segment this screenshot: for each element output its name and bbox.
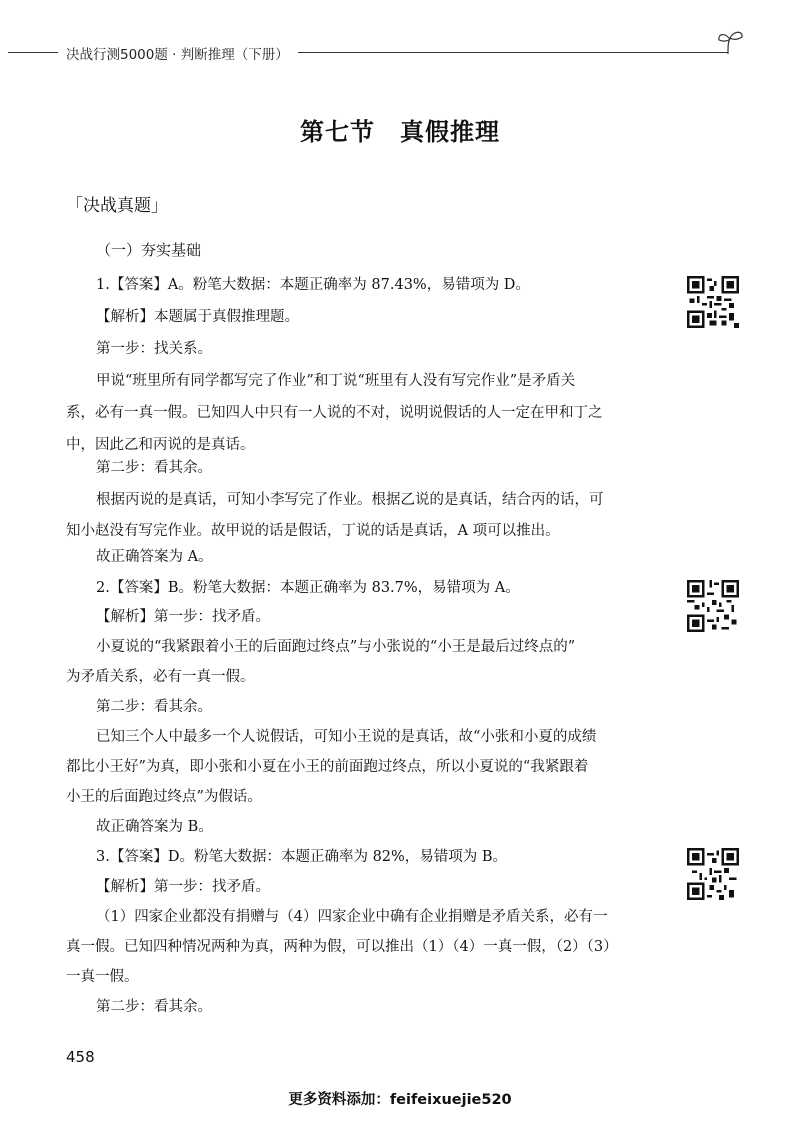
paragraph-line: 已知三个人中最多一个人说假话，可知小王说的是真话，故“小张和小夏的成绩 xyxy=(96,729,597,745)
paragraph-line: （1）四家企业都没有捐赠与（4）四家企业中确有企业捐赠是矛盾关系，必有一 xyxy=(96,909,608,925)
header-title: 决战行测5000题 · 判断推理（下册） xyxy=(66,47,289,63)
paragraph-line: 真一假。已知四种情况两种为真，两种为假，可以推出（1）（4）一真一假，（2）（3） xyxy=(66,939,618,955)
header-rule-right xyxy=(298,52,728,53)
step-2-2: 第二步：看其余。 xyxy=(96,699,212,715)
footer-contact: feifeixuejie520 xyxy=(389,1092,512,1108)
paragraph-line: 中，因此乙和丙说的是真话。 xyxy=(66,437,255,453)
paragraph-line: 一真一假。 xyxy=(66,969,139,985)
subsection-title: （一）夯实基础 xyxy=(96,241,202,259)
paragraph-line: 知小赵没有写完作业。故甲说的话是假话，丁说的话是真话，A 项可以推出。 xyxy=(66,523,560,539)
paragraph-line: 小王的后面跑过终点”为假话。 xyxy=(66,789,262,805)
box-title: 「决战真题」 xyxy=(66,196,168,216)
analysis-1: 【解析】本题属于真假推理题。 xyxy=(96,309,299,325)
qr-code-icon[interactable] xyxy=(687,580,739,632)
paragraph-line: 都比小王好”为真，即小张和小夏在小王的前面跑过终点，所以小夏说的“我紧跟着 xyxy=(66,759,589,775)
step-1-1: 第一步：找关系。 xyxy=(96,341,212,357)
analysis-2: 【解析】第一步：找矛盾。 xyxy=(96,609,270,625)
answer-1: 1.【答案】A。粉笔大数据：本题正确率为 87.43%，易错项为 D。 xyxy=(96,277,530,293)
answer-3: 3.【答案】D。粉笔大数据：本题正确率为 82%，易错项为 B。 xyxy=(96,849,508,865)
analysis-3: 【解析】第一步：找矛盾。 xyxy=(96,879,270,895)
step-3-2: 第二步：看其余。 xyxy=(96,999,212,1015)
section-title: 第七节 真假推理 xyxy=(300,118,500,146)
paragraph-line: 根据丙说的是真话，可知小李写完了作业。根据乙说的是真话，结合丙的话，可 xyxy=(96,492,604,508)
footer-note xyxy=(0,1088,800,1109)
paragraph-line: 小夏说的“我紧跟着小王的后面跑过终点”与小张说的“小王是最后过终点的” xyxy=(96,639,576,655)
header-rule-left xyxy=(8,52,58,53)
step-1-2: 第二步：看其余。 xyxy=(96,460,212,476)
conclusion-2: 故正确答案为 B。 xyxy=(96,819,213,835)
conclusion-1: 故正确答案为 A。 xyxy=(96,549,213,565)
sprout-icon xyxy=(716,28,746,56)
paragraph-line: 系，必有一真一假。已知四人中只有一人说的不对，说明说假话的人一定在甲和丁之 xyxy=(66,405,603,421)
qr-code-icon[interactable] xyxy=(687,276,739,328)
qr-code-icon[interactable] xyxy=(687,848,739,900)
paragraph-line: 甲说“班里所有同学都写完了作业”和丁说“班里有人没有写完作业”是矛盾关 xyxy=(96,373,576,389)
answer-2: 2.【答案】B。粉笔大数据：本题正确率为 83.7%，易错项为 A。 xyxy=(96,580,520,596)
paragraph-line: 为矛盾关系，必有一真一假。 xyxy=(66,669,255,685)
page-number: 458 xyxy=(66,1048,95,1066)
footer-prefix: 更多资料添加： xyxy=(288,1091,390,1108)
